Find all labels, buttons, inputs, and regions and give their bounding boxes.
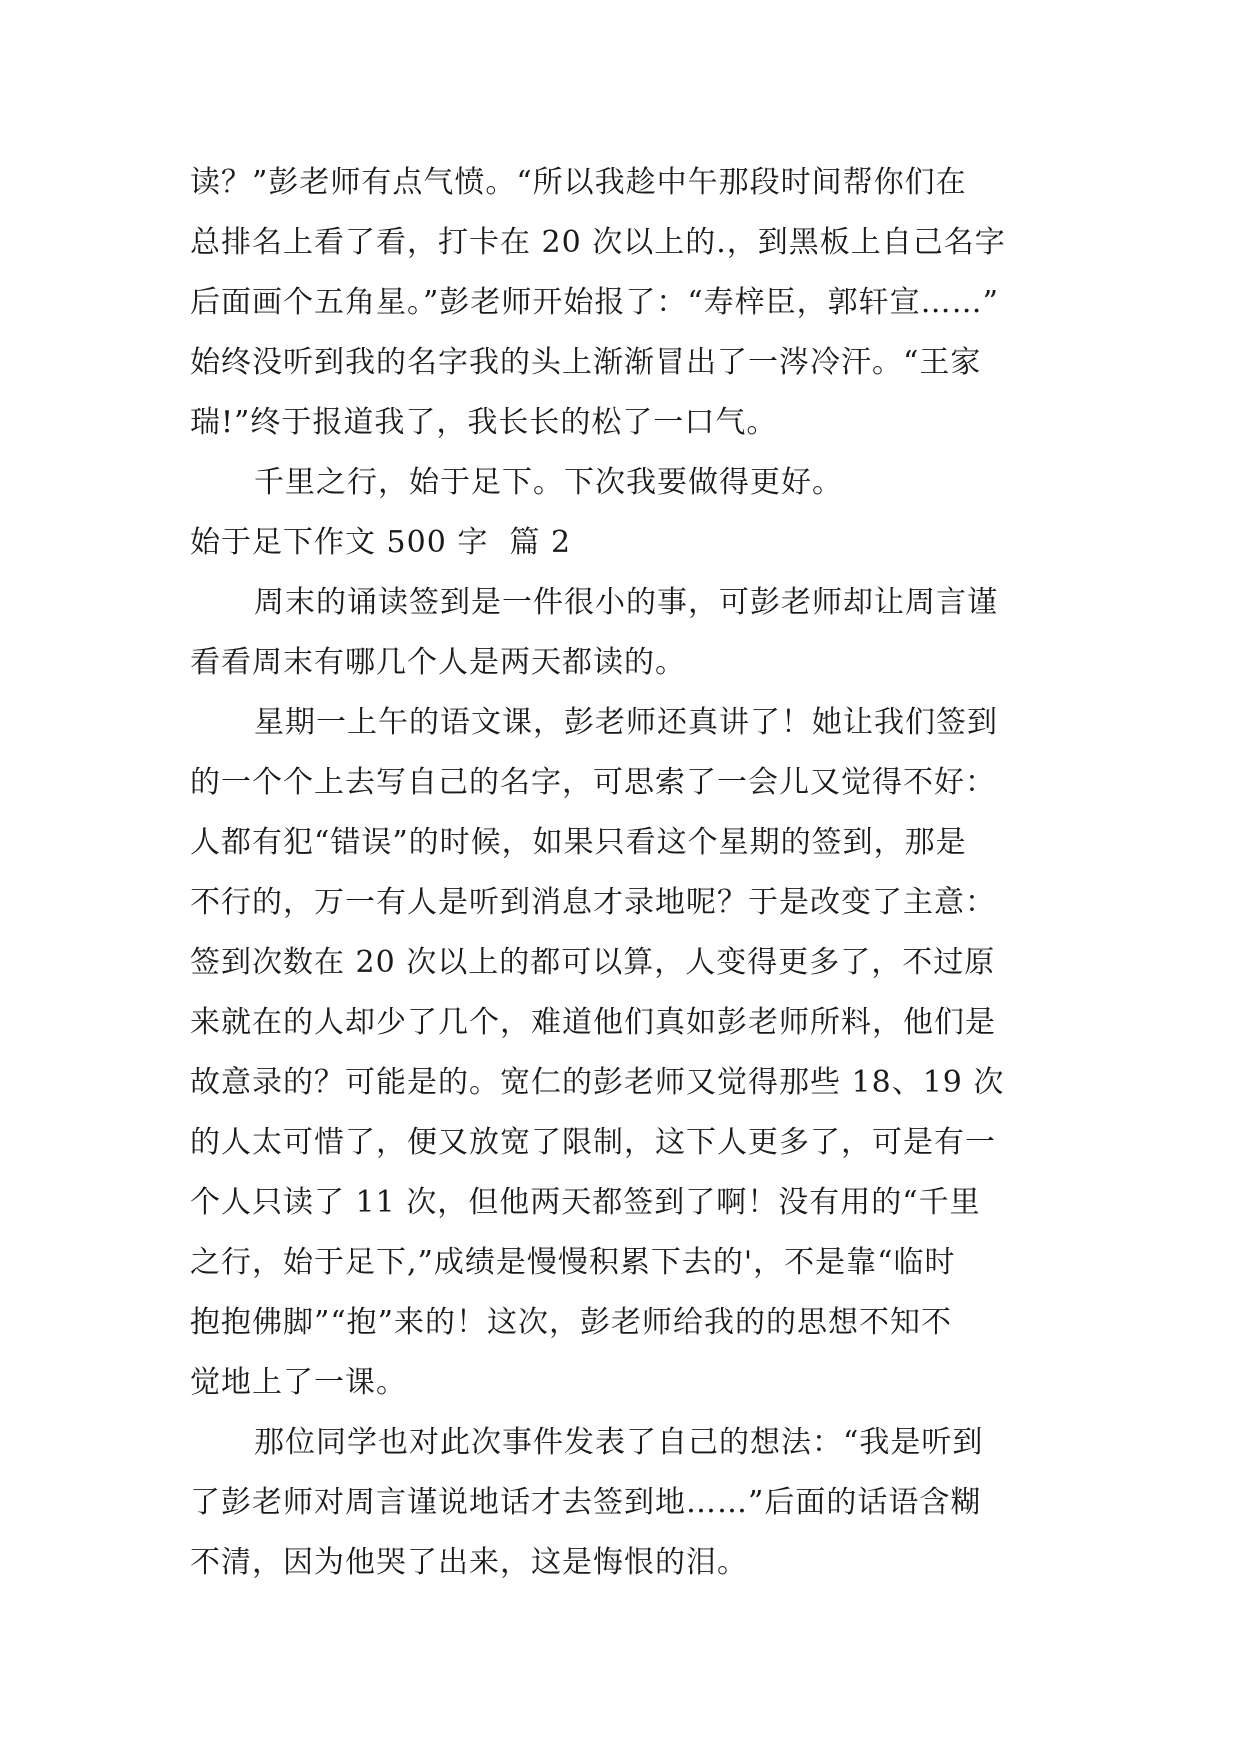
body-line: 周末的诵读签到是一件很小的事，可彭老师却让周言谨 [254, 585, 998, 620]
section-heading: 始于足下作文 500 字 篇 2 [190, 525, 572, 560]
body-line: 人都有犯“错误”的时候，如果只看这个星期的签到，那是 [190, 825, 967, 860]
body-line: 千里之行，始于足下。下次我要做得更好。 [254, 465, 843, 500]
body-line: 之行，始于足下,”成绩是慢慢积累下去的'，不是靠“临时 [190, 1245, 956, 1280]
body-line: 抱抱佛脚”“抱”来的！这次，彭老师给我的的思想不知不 [190, 1305, 953, 1340]
body-line: 觉地上了一课。 [190, 1365, 407, 1400]
body-line: 看看周末有哪几个人是两天都读的。 [190, 645, 686, 680]
body-line: 始终没听到我的名字我的头上渐渐冒出了一涔冷汗。“王家 [190, 345, 982, 380]
body-line: 瑞!”终于报道我了，我长长的松了一口气。 [190, 405, 778, 440]
body-line: 的一个个上去写自己的名字，可思索了一会儿又觉得不好： [190, 765, 996, 800]
body-line: 星期一上午的语文课，彭老师还真讲了！她让我们签到 [254, 705, 998, 740]
body-line: 不清，因为他哭了出来，这是悔恨的泪。 [190, 1545, 748, 1580]
body-line: 的人太可惜了，便又放宽了限制，这下人更多了，可是有一 [190, 1125, 996, 1160]
body-line: 后面画个五角星。”彭老师开始报了：“寿梓臣，郭轩宣……” [190, 285, 1000, 320]
body-line: 读？”彭老师有点气愤。“所以我趁中午那段时间帮你们在 [190, 165, 967, 200]
body-line: 签到次数在 20 次以上的都可以算，人变得更多了，不过原 [190, 945, 996, 980]
body-line: 个人只读了 11 次，但他两天都签到了啊！没有用的“千里 [190, 1185, 981, 1220]
body-line: 不行的，万一有人是听到消息才录地呢？于是改变了主意： [190, 885, 996, 920]
body-line: 了彭老师对周言谨说地话才去签到地……”后面的话语含糊 [190, 1485, 982, 1520]
body-line: 那位同学也对此次事件发表了自己的想法：“我是听到 [254, 1425, 984, 1460]
body-line: 总排名上看了看，打卡在 20 次以上的.，到黑板上自己名字 [190, 225, 1006, 260]
body-line: 来就在的人却少了几个，难道他们真如彭老师所料，他们是 [190, 1005, 996, 1040]
body-line: 故意录的？可能是的。宽仁的彭老师又觉得那些 18、19 次 [190, 1065, 1005, 1100]
